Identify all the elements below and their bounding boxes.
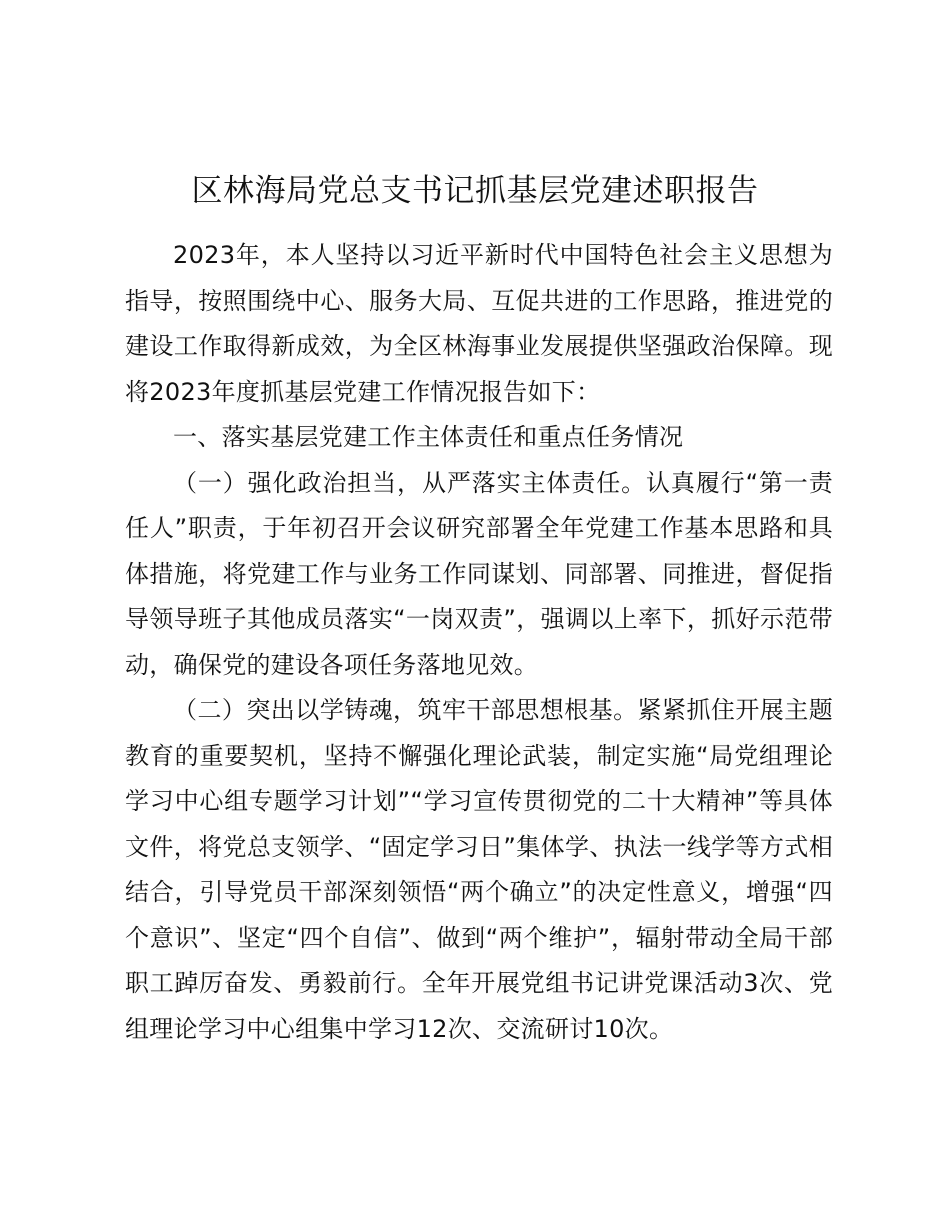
document-title: 区林海局党总支书记抓基层党建述职报告 bbox=[191, 173, 759, 209]
paragraph-subsection-2: （二）突出以学铸魂，筑牢干部思想根基。紧紧抓住开展主题教育的重要契机，坚持不懈强化理论武装，制定实施“局党组理论学习中心组专题学习计划”“学习宣传贯彻党的二十大精神”等具体文件，将党总支领学、“固定学习日”集体学、执法一线学等方式相结合，引导党员干部深刻领悟“两个确立”的决定性意义，增强“四个意识”、坚定“四个自信”、做到“两个维护”，辐射带动全局干部职工踔厉奋发、勇毅前行。全年开展党组书记讲党课活动3次、党组理论学习中心组集中学习12次、交流研讨10次。 bbox=[125, 696, 833, 1043]
document-body bbox=[125, 233, 833, 1052]
paragraph-subsection-1: （一）强化政治担当，从严落实主体责任。认真履行“第一责任人”职责，于年初召开会议研究部署全年党建工作基本思路和具体措施，将党建工作与业务工作同谋划、同部署、同推进，督促指导领导班子其他成员落实“一岗双责”，强调以上率下，抓好示范带动，确保党的建设各项任务落地见效。 bbox=[125, 468, 834, 679]
section-heading-1: 一、落实基层党建工作主体责任和重点任务情况 bbox=[173, 423, 684, 451]
paragraph-intro: 2023年，本人坚持以习近平新时代中国特色社会主义思想为指导，按照围绕中心、服务大局、互促共进的工作思路，推进党的建设工作取得新成效，为全区林海事业发展提供坚强政治保障。现将2023年度抓基层党建工作情况报告如下： bbox=[125, 241, 833, 406]
